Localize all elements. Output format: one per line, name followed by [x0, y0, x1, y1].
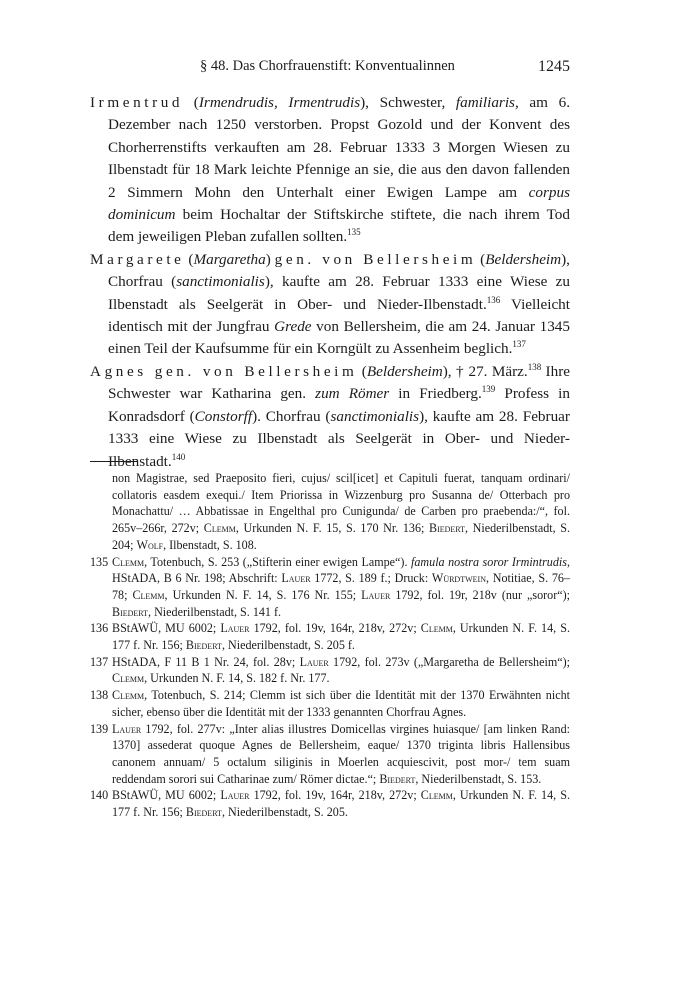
entry-irmentrud: Irmentrud (Irmendrudis, Irmentrudis), Schwester, familiaris, am 6. Dezember nach 1250 verstorben. Propst Gozold und der Konvent des Chorherrenstifts verkauften am 28. Februar 1333 3 Morgen Wiesen zu Ilbenstadt für 18 Mark leichte Pfennige an sie, die aus den davon fallenden 2 Simmern Mohn den Unterhalt einer Ewigen Lampe am corpus dominicum beim Hochaltar der Stiftskirche stiftete, die nach ihrem Tod dem jeweiligen Pleban zufallen sollten.$^{135}$	[90, 94, 571, 246]
footnote-ref[interactable]: 136	[486, 294, 501, 305]
footnote-continuation: non Magistrae, sed Praeposito fieri, cujus/ scil[icet] et Capituli fuerat, tanquam ordinari/ collatoris easdem exequi./ Item Priorissa in Wizzenburg pro Susanna de/ Otterbach pro Monachattu/ … Abbatissae in Engelthal pro Cunigunda/ de Carben pro praebenda:/“, fol. 265v–266r, 272v; Clemm, Urkunden N. F. 15, S. 170 Nr. 136; Biedert, Niederilbenstadt, S. 204; Wolf, Ilbenstadt, S. 108.	[112, 471, 571, 552]
running-title: § 48. Das Chorfrauenstift: Konventualinnen	[200, 58, 455, 74]
footnote-number: 138	[90, 688, 109, 703]
footnote-138: 138 Clemm, Totenbuch, S. 214; Clemm ist sich über die Identität mit der 1370 Erwähnten nicht sicher, ebenso über die Identität mit der 1333 genannten Chorfrau Agnes.	[90, 688, 570, 719]
entry-byname: gen. von Bellersheim	[274, 250, 477, 268]
footnote-137: 137 HStADA, F 11 B 1 Nr. 24, fol. 28v; Lauer 1792, fol. 273v („Margaretha de Bellersheim“); Clemm, Urkunden N. F. 14, S. 182 f. Nr. 177.	[90, 654, 570, 686]
footnote-number: 137	[90, 654, 109, 669]
entry-name: Agnes	[90, 362, 147, 380]
entry-name: Irmentrud	[90, 94, 184, 111]
footnote-number: 135	[90, 554, 109, 569]
footnote-number: 136	[90, 621, 109, 636]
footnote-ref[interactable]: 139	[481, 384, 496, 395]
entry-byname: gen. von Bellersheim	[146, 362, 358, 380]
footnote-140: 140 BStAWÜ, MU 6002; Lauer 1792, fol. 19v, 164r, 218v, 272v; Clemm, Urkunden N. F. 14, S. 177 f. Nr. 156; Biedert, Niederilbenstadt, S. 205.	[90, 788, 570, 820]
footnote-number: 139	[90, 721, 109, 736]
footnote-ref[interactable]: 135	[347, 227, 361, 238]
footnote-ref[interactable]: 137	[512, 339, 526, 350]
entry-margarete: Margarete (Margaretha) gen. von Bellersheim (Beldersheim), Chorfrau (sanctimonialis), kaufte am 28. Februar 1333 eine Wiese zu Ilbenstadt als Seelgerät in Ober- und Nieder-Ilbenstadt.$^{136}$ Vielleicht identisch mit der Jungfrau Grede von Bellersheim, die am 24. Januar 1345 einen Teil der Kaufsumme für ein Korngült zu Assenheim beglich.$^{137}$	[90, 250, 571, 358]
entry-name: Margarete	[90, 250, 185, 268]
footnote-136: 136 BStAWÜ, MU 6002; Lauer 1792, fol. 19v, 164r, 218v, 272v; Clemm, Urkunden N. F. 14, S. 177 f. Nr. 156; Biedert, Niederilbenstadt, S. 205 f.	[90, 621, 570, 653]
footnote-ref[interactable]: 140	[171, 451, 186, 462]
running-header	[90, 58, 570, 80]
footnote-135: 135 Clemm, Totenbuch, S. 253 („Stifterin einer ewigen Lampe“). famula nostra soror Irmintrudis, HStADA, B 6 Nr. 198; Abschrift: Lauer 1772, S. 189 f.; Druck: Würdtwein, Notitiae, S. 76–78; Clemm, Urkunden N. F. 14, S. 176 Nr. 155; Lauer 1792, fol. 19r, 218v (nur „soror“); Biedert, Niederilbenstadt, S. 141 f.	[90, 554, 570, 619]
footnote-number: 140	[90, 788, 109, 803]
footnote-ref[interactable]: 138	[527, 361, 542, 372]
footnotes	[90, 470, 570, 821]
footnote-separator	[90, 461, 138, 462]
main-text	[90, 92, 570, 473]
footnote-139: 139 Lauer 1792, fol. 277v: „Inter alias illustres Domicellas virgines huiasque/ [am linken Rand: 1370] assederat quoque Agnes de Bellersheim, eaque/ 1370 triginta libris Hallensibus canonem annuam/ 5 octalum siliginis in Moerlen acquiescivit, post mor-/ tem suam reddendam sorori sui Catharinae zum/ Römer dictae.“; Biedert, Niederilbenstadt, S. 153.	[90, 721, 570, 786]
entry-agnes: Agnes gen. von Bellersheim (Beldersheim), † 27. März.$^{138}$ Ihre Schwester war Katharina gen. zum Römer in Friedberg.$^{139}$ Profess in Konradsdorf (Constorff). Chorfrau (sanctimonialis), kaufte am 28. Februar 1333 eine Wiese zu Ilbenstadt als Seelgerät in Ober- und Nieder-Ilbenstadt.$^{140}$	[90, 361, 571, 470]
page-number: 1245	[538, 58, 570, 75]
